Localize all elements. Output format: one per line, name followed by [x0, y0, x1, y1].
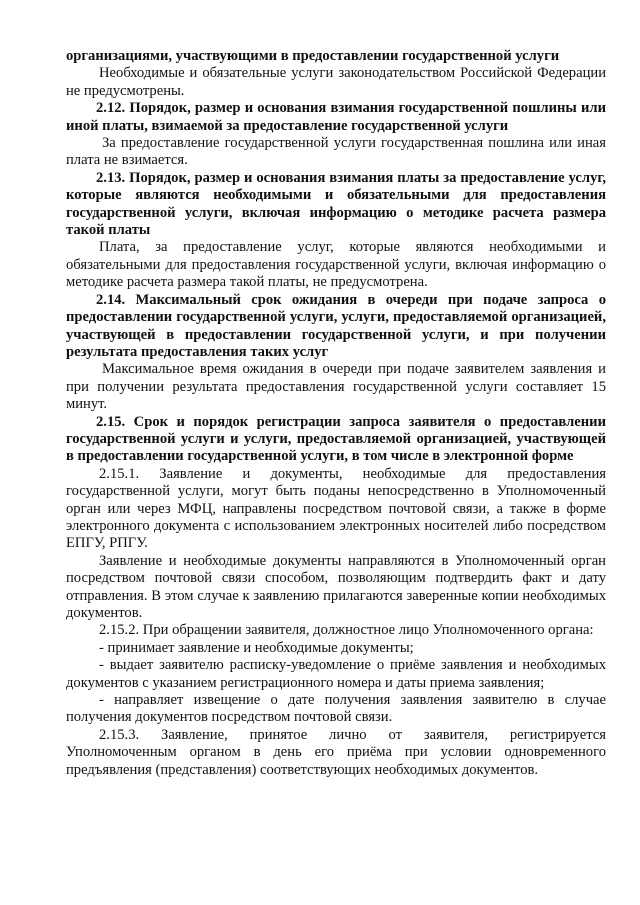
section-heading-2-14: 2.14. Максимальный срок ожидания в очереди при подаче запроса о предоставлении государственной услуги, услуги, предоставляемой организацией, участвующей в предоставлении государственной услуги, и при получении результата предоставления таких услуг — [66, 291, 606, 360]
heading-continuation: организациями, участвующими в предоставлении государственной услуги — [66, 48, 560, 64]
list-item: - выдает заявителю расписку-уведомление о приёме заявления и необходимых документов с указанием регистрационного номера и даты приема заявления; — [66, 657, 606, 691]
body-paragraph: Максимальное время ожидания в очереди при подаче заявителем заявления и при получении результата предоставления государственной услуги составляет 15 минут. — [66, 361, 606, 413]
body-paragraph: Плата, за предоставление услуг, которые являются необходимыми и обязательными для предоставления государственной услуги, включая информацию о методике расчета размера такой платы, не предусмотрена. — [66, 239, 606, 291]
body-paragraph-2-15-3: 2.15.3. Заявление, принятое лично от заявителя, регистрируется Уполномоченным органом в день его приёма при условии одновременного предъявления (представления) соответствующих необходимых документов. — [66, 726, 606, 778]
section-heading-2-12: 2.12. Порядок, размер и основания взимания государственной пошлины или иной платы, взимаемой за предоставление государственной услуги — [66, 100, 606, 134]
body-paragraph: Заявление и необходимые документы направляются в Уполномоченный орган посредством почтовой связи способом, позволяющим подтвердить факт и дату отправления. В этом случае к заявлению прилагаются заверенные копии необходимых документов. — [66, 552, 606, 621]
body-paragraph: Необходимые и обязательные услуги законодательством Российской Федерации не предусмотрены. — [66, 65, 606, 99]
section-heading-2-15: 2.15. Срок и порядок регистрации запроса заявителя о предоставлении государственной услуги и услуги, предоставляемой организацией, участвующей в предоставлении государственной услуги, в том числе в электронной форме — [66, 413, 606, 465]
list-item: - принимает заявление и необходимые документы; — [99, 639, 414, 656]
list-item: - направляет извещение о дате получения заявления заявителю в случае получения документов посредством почтовой связи. — [66, 692, 606, 726]
body-paragraph: За предоставление государственной услуги государственная пошлина или иная плата не взимается. — [66, 135, 606, 169]
section-heading-2-13: 2.13. Порядок, размер и основания взимания платы за предоставление услуг, которые являются необходимыми и обязательными для предоставления государственной услуги, включая информацию о методике расчета размера такой платы — [66, 169, 606, 239]
body-paragraph-2-15-2: 2.15.2. При обращении заявителя, должностное лицо Уполномоченного органа: — [99, 622, 594, 639]
body-paragraph-2-15-1: 2.15.1. Заявление и документы, необходимые для предоставления государственной услуги, могут быть поданы непосредственно в Уполномоченный орган или через МФЦ, направлены посредством почтовой связи, а также в форме электронного документа с использованием электронных носителей либо посредством ЕПГУ, РПГУ. — [66, 465, 606, 552]
